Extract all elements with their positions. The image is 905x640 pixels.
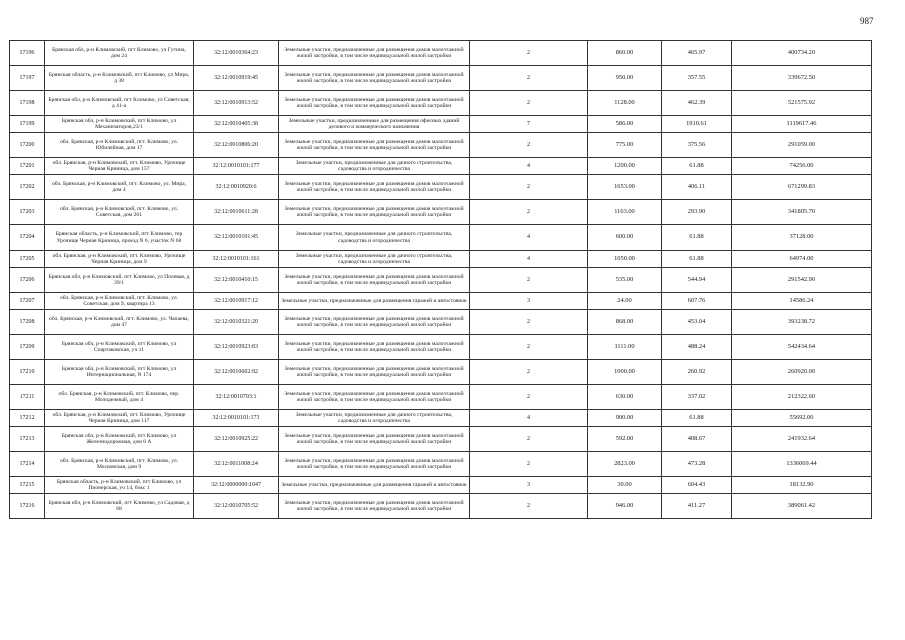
group-cell: 2 xyxy=(470,310,588,335)
specific-value-cell: 357.55 xyxy=(662,66,732,91)
cadastral-number-cell: 32:12:0010925:22 xyxy=(194,427,279,452)
cadastral-number-cell: 32:12:0010410:15 xyxy=(194,268,279,293)
group-cell: 2 xyxy=(470,41,588,66)
cadastral-value-cell: 521575.92 xyxy=(732,91,872,116)
address-cell: обл. Брянская, р-н Климовский, пгт. Климово, ул. Советская, дом 9, квартира 13 xyxy=(45,293,194,310)
address-cell: Брянская обл, р-н Климовский, пгт Климово, ул Интернациональная, N 174 xyxy=(45,360,194,385)
address-cell: обл. Брянская, р-н Климовский, пгт. Климово, Урочище Черная Криница, дом 157 xyxy=(45,158,194,175)
cadastral-value-cell: 1119617.46 xyxy=(732,116,872,133)
address-cell: Брянская обл, р-н Климовский, пгт Климово, ул Механизаторов,23/1 xyxy=(45,116,194,133)
address-cell: Брянская обл, р-н Климовский, пгт Климово, ул Садовая, д 68 xyxy=(45,494,194,519)
specific-value-cell: 293.90 xyxy=(662,200,732,225)
address-cell: обл. Брянская, р-н Климовский, пгт. Климово, Урочище Черная Криница, дом 9 xyxy=(45,251,194,268)
address-cell: Брянская обл, р-н Климовский, пгт Климово, ул Гутина, дом 24 xyxy=(45,41,194,66)
cadastral-value-cell: 542434.64 xyxy=(732,335,872,360)
row-number-cell: 17203 xyxy=(10,200,45,225)
group-cell: 4 xyxy=(470,158,588,175)
cadastral-number-cell: 32:12:0010101:173 xyxy=(194,410,279,427)
land-use-cell: Земельные участки, предназначенные для размещения домов малоэтажной жилой застройки, в том числе индивидуальной жилой застройки xyxy=(279,385,470,410)
cadastral-number-cell: 32:12:0010602:92 xyxy=(194,360,279,385)
land-use-cell: Земельные участки, предназначенные для размещения домов малоэтажной жилой застройки, в том числе индивидуальной жилой застройки xyxy=(279,200,470,225)
area-cell: 946.00 xyxy=(588,494,662,519)
land-use-cell: Земельные участки, предназначенные для размещения офисных зданий делового и коммерческого назначения xyxy=(279,116,470,133)
specific-value-cell: 488.24 xyxy=(662,335,732,360)
table-row xyxy=(10,251,872,268)
area-cell: 1128.00 xyxy=(588,91,662,116)
row-number-cell: 17213 xyxy=(10,427,45,452)
table-row xyxy=(10,360,872,385)
address-cell: обл. Брянская, р-н Климовский, пгт. Климово, ул. Советская, дом 201 xyxy=(45,200,194,225)
cadastral-value-cell: 1336069.44 xyxy=(732,452,872,477)
specific-value-cell: 1910.61 xyxy=(662,116,732,133)
registry-body xyxy=(10,41,872,519)
group-cell: 4 xyxy=(470,410,588,427)
address-cell: Брянская область, р-н Климовский, пгт Климово, тер Урочище Черная Криница, проезд N 6, участок N 68 xyxy=(45,225,194,251)
specific-value-cell: 604.43 xyxy=(662,477,732,494)
specific-value-cell: 260.92 xyxy=(662,360,732,385)
address-cell: обл. Брянская, р-н Климовский, пгт. Климово, ул. Юбилейная, дом 17 xyxy=(45,133,194,158)
group-cell: 2 xyxy=(470,66,588,91)
land-use-cell: Земельные участки, предназначенные для дачного строительства, садоводства и огородничества xyxy=(279,251,470,268)
table-row xyxy=(10,385,872,410)
row-number-cell: 17204 xyxy=(10,225,45,251)
cadastral-number-cell: 32:12:0010913:52 xyxy=(194,91,279,116)
area-cell: 1000.00 xyxy=(588,360,662,385)
address-cell: Брянская обл, р-н Климовский, пгт Климово, ул Советская, д 41-а xyxy=(45,91,194,116)
group-cell: 3 xyxy=(470,293,588,310)
table-row xyxy=(10,452,872,477)
specific-value-cell: 473.28 xyxy=(662,452,732,477)
cadastral-value-cell: 291542.90 xyxy=(732,268,872,293)
specific-value-cell: 453.04 xyxy=(662,310,732,335)
table-row xyxy=(10,91,872,116)
row-number-cell: 17201 xyxy=(10,158,45,175)
area-cell: 1050.00 xyxy=(588,251,662,268)
area-cell: 860.00 xyxy=(588,41,662,66)
cadastral-number-cell: 32:12:0010923:83 xyxy=(194,335,279,360)
table-row xyxy=(10,335,872,360)
table-row xyxy=(10,41,872,66)
row-number-cell: 17211 xyxy=(10,385,45,410)
row-number-cell: 17202 xyxy=(10,175,45,200)
group-cell: 2 xyxy=(470,268,588,293)
group-cell: 2 xyxy=(470,494,588,519)
specific-value-cell: 406.11 xyxy=(662,175,732,200)
land-use-cell: Земельные участки, предназначенные для дачного строительства, садоводства и огородничества xyxy=(279,158,470,175)
area-cell: 592.00 xyxy=(588,427,662,452)
row-number-cell: 17212 xyxy=(10,410,45,427)
cadastral-number-cell: 32:12:0010611:28 xyxy=(194,200,279,225)
group-cell: 2 xyxy=(470,385,588,410)
specific-value-cell: 462.39 xyxy=(662,91,732,116)
row-number-cell: 17208 xyxy=(10,310,45,335)
land-use-cell: Земельные участки, предназначенные для дачного строительства, садоводства и огородничества xyxy=(279,410,470,427)
cadastral-number-cell: 32:12:0010920:6 xyxy=(194,175,279,200)
row-number-cell: 17209 xyxy=(10,335,45,360)
row-number-cell: 17214 xyxy=(10,452,45,477)
specific-value-cell: 465.97 xyxy=(662,41,732,66)
address-cell: Брянская область, р-н Климовский, пгт Климово, ул Мира, д 38 xyxy=(45,66,194,91)
cadastral-number-cell: 32:12:0010705:52 xyxy=(194,494,279,519)
table-row xyxy=(10,133,872,158)
table-row xyxy=(10,477,872,494)
row-number-cell: 17216 xyxy=(10,494,45,519)
row-number-cell: 17215 xyxy=(10,477,45,494)
group-cell: 2 xyxy=(470,91,588,116)
land-use-cell: Земельные участки, предназначенные для размещения домов малоэтажной жилой застройки, в том числе индивидуальной жилой застройки xyxy=(279,427,470,452)
land-use-cell: Земельные участки, предназначенные для размещения гаражей и автостоянок xyxy=(279,293,470,310)
cadastral-value-cell: 18132.90 xyxy=(732,477,872,494)
cadastral-value-cell: 212322.60 xyxy=(732,385,872,410)
area-cell: 868.00 xyxy=(588,310,662,335)
cadastral-value-cell: 64974.00 xyxy=(732,251,872,268)
address-cell: обл. Брянская, р-н Климовский, пгт. Климово, ул. Московская, дом 9 xyxy=(45,452,194,477)
table-row xyxy=(10,175,872,200)
row-number-cell: 17210 xyxy=(10,360,45,385)
specific-value-cell: 375.56 xyxy=(662,133,732,158)
address-cell: обл. Брянская, р-н Климовский, пгт. Климово, Урочище Черная Криница, дом 117 xyxy=(45,410,194,427)
cadastral-number-cell: 32:12:0010101:177 xyxy=(194,158,279,175)
land-use-cell: Земельные участки, предназначенные для размещения домов малоэтажной жилой застройки, в том числе индивидуальной жилой застройки xyxy=(279,41,470,66)
land-use-cell: Земельные участки, предназначенные для размещения гаражей и автостоянок xyxy=(279,477,470,494)
table-row xyxy=(10,494,872,519)
cadastral-value-cell: 14586.24 xyxy=(732,293,872,310)
cadastral-number-cell: 32:12:0010919:45 xyxy=(194,66,279,91)
table-row xyxy=(10,200,872,225)
table-row xyxy=(10,293,872,310)
specific-value-cell: 411.27 xyxy=(662,494,732,519)
cadastral-value-cell: 389061.42 xyxy=(732,494,872,519)
group-cell: 7 xyxy=(470,116,588,133)
address-cell: обл. Брянская, р-н Климовский, пгт. Климово, ул. Чапаева, дом 47 xyxy=(45,310,194,335)
land-use-cell: Земельные участки, предназначенные для размещения домов малоэтажной жилой застройки, в том числе индивидуальной жилой застройки xyxy=(279,452,470,477)
area-cell: 1653.00 xyxy=(588,175,662,200)
land-use-cell: Земельные участки, предназначенные для размещения домов малоэтажной жилой застройки, в том числе индивидуальной жилой застройки xyxy=(279,310,470,335)
address-cell: Брянская область, р-н Климовский, пгт Климово, ул Пионерская, уч 14, бокс 1 xyxy=(45,477,194,494)
cadastral-value-cell: 393238.72 xyxy=(732,310,872,335)
specific-value-cell: 61.88 xyxy=(662,158,732,175)
cadastral-value-cell: 241932.64 xyxy=(732,427,872,452)
group-cell: 3 xyxy=(470,477,588,494)
area-cell: 775.00 xyxy=(588,133,662,158)
table-row xyxy=(10,410,872,427)
table-row xyxy=(10,158,872,175)
cadastral-value-cell: 37128.00 xyxy=(732,225,872,251)
row-number-cell: 17200 xyxy=(10,133,45,158)
row-number-cell: 17206 xyxy=(10,268,45,293)
land-use-cell: Земельные участки, предназначенные для размещения домов малоэтажной жилой застройки, в том числе индивидуальной жилой застройки xyxy=(279,360,470,385)
area-cell: 950.00 xyxy=(588,66,662,91)
cadastral-number-cell: 32:12:0010101:45 xyxy=(194,225,279,251)
specific-value-cell: 61.88 xyxy=(662,410,732,427)
cadastral-value-cell: 400734.20 xyxy=(732,41,872,66)
group-cell: 2 xyxy=(470,360,588,385)
address-cell: обл. Брянская, р-н Климовский, пгт. Климово, ул. Мира, дом 4 xyxy=(45,175,194,200)
row-number-cell: 17196 xyxy=(10,41,45,66)
cadastral-number-cell: 32:12:0010321:20 xyxy=(194,310,279,335)
table-row xyxy=(10,116,872,133)
table-row xyxy=(10,310,872,335)
cadastral-number-cell: 32:12:0011008:24 xyxy=(194,452,279,477)
area-cell: 1163.00 xyxy=(588,200,662,225)
area-cell: 900.00 xyxy=(588,410,662,427)
land-use-cell: Земельные участки, предназначенные для размещения домов малоэтажной жилой застройки, в том числе индивидуальной жилой застройки xyxy=(279,335,470,360)
address-cell: обл. Брянская, р-н Климовский, пгт. Климово, пер. Молодежный, дом 4 xyxy=(45,385,194,410)
cadastral-value-cell: 291059.00 xyxy=(732,133,872,158)
group-cell: 4 xyxy=(470,251,588,268)
area-cell: 630.00 xyxy=(588,385,662,410)
group-cell: 2 xyxy=(470,335,588,360)
land-use-cell: Земельные участки, предназначенные для размещения домов малоэтажной жилой застройки, в том числе индивидуальной жилой застройки xyxy=(279,494,470,519)
specific-value-cell: 544.94 xyxy=(662,268,732,293)
cadastral-value-cell: 339672.50 xyxy=(732,66,872,91)
table-row xyxy=(10,427,872,452)
table-row xyxy=(10,66,872,91)
area-cell: 2823.00 xyxy=(588,452,662,477)
group-cell: 2 xyxy=(470,452,588,477)
group-cell: 2 xyxy=(470,133,588,158)
area-cell: 24.00 xyxy=(588,293,662,310)
row-number-cell: 17197 xyxy=(10,66,45,91)
row-number-cell: 17205 xyxy=(10,251,45,268)
cadastral-number-cell: 32:12:0010806:20 xyxy=(194,133,279,158)
land-use-cell: Земельные участки, предназначенные для размещения домов малоэтажной жилой застройки, в том числе индивидуальной жилой застройки xyxy=(279,66,470,91)
specific-value-cell: 607.76 xyxy=(662,293,732,310)
cadastral-value-cell: 671299.83 xyxy=(732,175,872,200)
area-cell: 600.00 xyxy=(588,225,662,251)
address-cell: Брянская обл, р-н Климовский, пгт Климово, ул Железнодорожная, дом 6 А xyxy=(45,427,194,452)
cadastral-number-cell: 32:12:0010917:12 xyxy=(194,293,279,310)
registry-table xyxy=(9,40,872,519)
land-use-cell: Земельные участки, предназначенные для размещения домов малоэтажной жилой застройки, в том числе индивидуальной жилой застройки xyxy=(279,133,470,158)
group-cell: 2 xyxy=(470,427,588,452)
cadastral-value-cell: 55692.00 xyxy=(732,410,872,427)
cadastral-number-cell: 32:12:0010101:161 xyxy=(194,251,279,268)
cadastral-number-cell: 32:12:0010703:1 xyxy=(194,385,279,410)
cadastral-number-cell: 32:12:0010405:38 xyxy=(194,116,279,133)
land-use-cell: Земельные участки, предназначенные для дачного строительства, садоводства и огородничества xyxy=(279,225,470,251)
page-number: 987 xyxy=(860,16,874,26)
area-cell: 535.00 xyxy=(588,268,662,293)
row-number-cell: 17207 xyxy=(10,293,45,310)
cadastral-number-cell: 32:12:0000000:1047 xyxy=(194,477,279,494)
group-cell: 2 xyxy=(470,200,588,225)
table-row xyxy=(10,268,872,293)
land-use-cell: Земельные участки, предназначенные для размещения домов малоэтажной жилой застройки, в том числе индивидуальной жилой застройки xyxy=(279,175,470,200)
specific-value-cell: 61.88 xyxy=(662,225,732,251)
cadastral-value-cell: 260920.00 xyxy=(732,360,872,385)
group-cell: 2 xyxy=(470,175,588,200)
address-cell: Брянская обл, р-н Климовский, пгт Климово, ул Полевая, д 39/1 xyxy=(45,268,194,293)
cadastral-number-cell: 32:12:0010304:23 xyxy=(194,41,279,66)
cadastral-value-cell: 74256.00 xyxy=(732,158,872,175)
cadastral-value-cell: 341805.70 xyxy=(732,200,872,225)
specific-value-cell: 408.67 xyxy=(662,427,732,452)
area-cell: 586.00 xyxy=(588,116,662,133)
land-use-cell: Земельные участки, предназначенные для размещения домов малоэтажной жилой застройки, в том числе индивидуальной жилой застройки xyxy=(279,91,470,116)
area-cell: 1200.00 xyxy=(588,158,662,175)
table-row xyxy=(10,225,872,251)
area-cell: 1111.00 xyxy=(588,335,662,360)
address-cell: Брянская обл, р-н Климовский, пгт Климово, ул Спартаковская, уч 11 xyxy=(45,335,194,360)
land-use-cell: Земельные участки, предназначенные для размещения домов малоэтажной жилой застройки, в том числе индивидуальной жилой застройки xyxy=(279,268,470,293)
specific-value-cell: 61.88 xyxy=(662,251,732,268)
group-cell: 4 xyxy=(470,225,588,251)
row-number-cell: 17199 xyxy=(10,116,45,133)
area-cell: 30.00 xyxy=(588,477,662,494)
specific-value-cell: 337.02 xyxy=(662,385,732,410)
row-number-cell: 17198 xyxy=(10,91,45,116)
